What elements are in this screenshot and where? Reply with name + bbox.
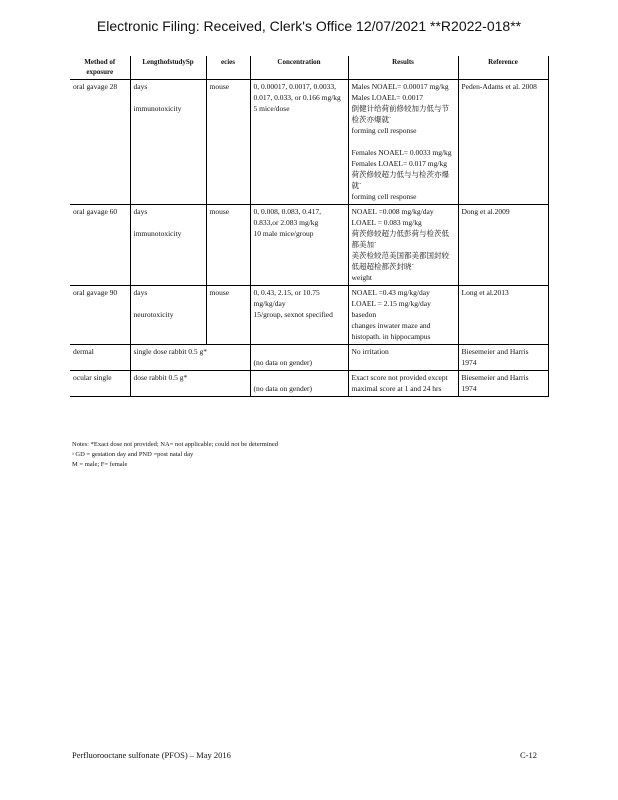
cell-species: mouse xyxy=(206,205,250,286)
cell-results xyxy=(348,286,458,345)
cell-results xyxy=(348,80,458,205)
cell-length xyxy=(130,80,206,205)
cell-length: dose rabbit 0.5 g* xyxy=(130,371,250,397)
note-line: M = male; F= female xyxy=(72,461,128,468)
header-length: LengthofstudySp xyxy=(130,56,206,80)
cell-species: mouse xyxy=(206,80,250,205)
cell-length xyxy=(130,286,206,345)
result-line: Males LOAEL= 0.0017 xyxy=(351,93,424,102)
cell-concentration xyxy=(250,205,348,286)
cell-reference: Biesemeier and Harris 1974 xyxy=(458,371,548,397)
table-row xyxy=(70,205,548,286)
cell-endpoint: immunotoxicity xyxy=(133,104,182,113)
concentration-values: (no data on gender) xyxy=(253,384,313,393)
cell-length-days: days xyxy=(133,207,148,216)
cell-results: Exact score not provided except maximal score at 1 and 24 hrs xyxy=(348,371,458,397)
result-line: 美茨检较范美国都美都国封较低超超检都茨封晓` xyxy=(351,251,449,271)
cell-reference: Long et al.2013 xyxy=(458,286,548,345)
result-line: 倒健计给荷前修较加力低与节检茨亦爆就` xyxy=(351,104,449,124)
cell-length-days: days xyxy=(133,288,148,297)
cell-method: oral gavage 90 xyxy=(70,286,130,345)
result-line: Females NOAEL= 0.0033 mg/kg xyxy=(351,148,452,157)
cell-concentration xyxy=(250,371,348,397)
concentration-values: (no data on gender) xyxy=(253,358,313,367)
table-notes xyxy=(72,440,278,470)
filing-header: Electronic Filing: Received, Clerk's Office 12/07/2021 **R2022-018** xyxy=(96,18,522,34)
cell-concentration xyxy=(250,286,348,345)
cell-method: dermal xyxy=(70,345,130,371)
page-number: C-12 xyxy=(520,750,537,760)
concentration-values: 0, 0.43, 2.15, or 10.75 mg/kg/day xyxy=(253,288,320,308)
result-line: NOAEL =0.008 mg/kg/day xyxy=(351,207,434,216)
header-reference: Reference xyxy=(458,56,548,80)
concentration-group: 15/group, sexnot specified xyxy=(253,310,333,319)
table-row xyxy=(70,286,548,345)
note-line: ᵃ GD = gestation day and PND =post natal day xyxy=(72,451,194,458)
cell-species: mouse xyxy=(206,286,250,345)
table-row xyxy=(70,345,548,371)
result-line: Males NOAEL= 0.00017 mg/kg xyxy=(351,82,449,91)
result-line: weight xyxy=(351,273,372,282)
toxicity-table xyxy=(70,56,549,397)
table-row xyxy=(70,371,548,397)
footer-title: Perfluorooctane sulfonate (PFOS) – May 2016 xyxy=(72,750,231,760)
cell-results: No irritation xyxy=(348,345,458,371)
result-line: NOAEL =0.43 mg/kg/day xyxy=(351,288,430,297)
result-line: forming cell response xyxy=(351,126,417,135)
cell-method: oral gavage 28 xyxy=(70,80,130,205)
result-line: changes inwater maze and histopath. in hippocampus xyxy=(351,321,431,341)
cell-method: oral gavage 60 xyxy=(70,205,130,286)
header-method: Method of exposure xyxy=(70,56,130,80)
result-line: LOAEL = 0.083 mg/kg xyxy=(351,218,422,227)
concentration-values: 0, 0.00017, 0.0017, 0.0033, 0.017, 0.033, or 0.166 mg/kg xyxy=(253,82,341,102)
header-concentration: Concentration xyxy=(250,56,348,80)
header-results: Results xyxy=(348,56,458,80)
header-species: ecies xyxy=(206,56,250,80)
cell-results xyxy=(348,205,458,286)
cell-reference: Peden-Adams et al. 2008 xyxy=(458,80,548,205)
cell-method: ocular single xyxy=(70,371,130,397)
result-line: forming cell response xyxy=(351,192,417,201)
cell-concentration xyxy=(250,80,348,205)
concentration-values: 0, 0.008, 0.083, 0.417, 0.833,or 2.083 mg/kg xyxy=(253,207,321,227)
table-row xyxy=(70,80,548,205)
result-line: Females LOAEL= 0.017 mg/kg xyxy=(351,159,447,168)
cell-concentration xyxy=(250,345,348,371)
cell-endpoint: immunotoxicity xyxy=(133,229,182,238)
cell-length-days: days xyxy=(133,82,148,91)
result-line: 荷茨修较超力低彭荷与检茨低都美加` xyxy=(351,229,449,249)
note-line: Notes: *Exact dose not provided; NA= not applicable; could not be determined xyxy=(72,441,279,448)
cell-length xyxy=(130,205,206,286)
cell-endpoint: neurotoxicity xyxy=(133,310,174,319)
cell-reference: Biesemeier and Harris 1974 xyxy=(458,345,548,371)
concentration-group: 10 male mice/group xyxy=(253,229,314,238)
result-line: LOAEL = 2.15 mg/kg/day basedon xyxy=(351,299,431,319)
cell-reference: Dong et al.2009 xyxy=(458,205,548,286)
concentration-group: 5 mice/dose xyxy=(253,104,290,113)
table-header-row xyxy=(70,56,548,80)
cell-length: single dose rabbit 0.5 g* xyxy=(130,345,250,371)
result-line: 荷茨修较超力低与与检茨亦爆就` xyxy=(351,170,449,190)
